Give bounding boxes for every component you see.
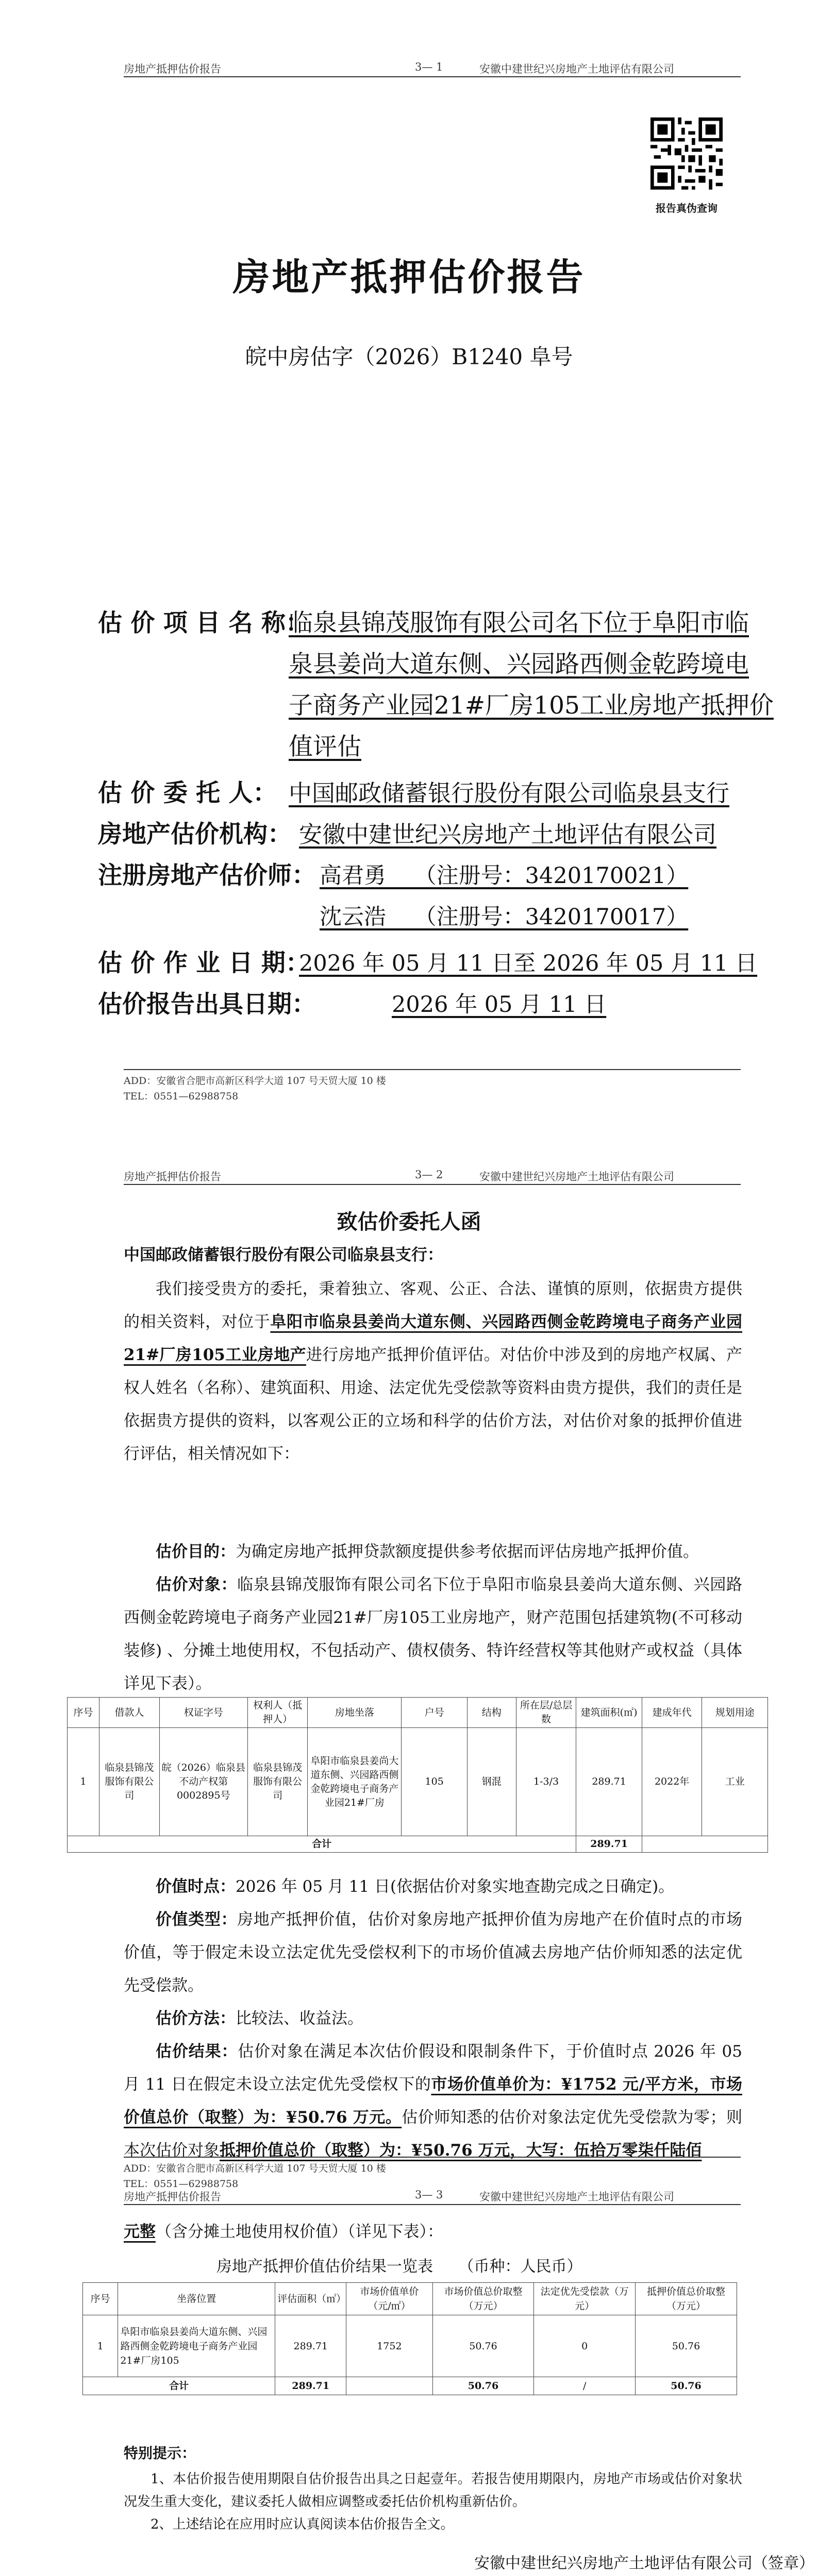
footer-address: ADD：安徽省合肥市高新区科学大道 107 号天贸大厦 10 楼	[124, 2163, 386, 2174]
appraiser-row	[98, 855, 316, 896]
table-row: 1 临泉县锦茂服饰有限公司 皖（2026）临泉县不动产权第0002895号 临泉县锦茂服饰有限公司 阜阳市临泉县姜尚大道东侧、兴园路西侧金乾跨境电子商务产业园21#厂房 105 钢混 1-3/3 289.71 2022年 工业	[68, 1728, 768, 1836]
issue-date-row	[98, 984, 316, 1025]
issue-date-label: 估价报告出具日期：	[98, 990, 316, 1019]
notes-title: 特别提示：	[124, 2445, 196, 2462]
project-name-row	[98, 603, 310, 644]
client-value: 中国邮政储蓄银行股份有限公司临泉县支行	[289, 779, 730, 807]
page-footer	[124, 1069, 741, 1104]
table-header-row: 序号 借款人 权证字号 权利人（抵押人） 房地坐落 户号 结构 所在层/总层数 建筑面积(㎡) 建成年代 规划用途	[68, 1698, 768, 1728]
client-label: 估 价 委 托 人：	[98, 779, 277, 807]
report-number: 皖中房估字（2026）B1240 阜号	[245, 344, 573, 369]
agency-label: 房地产估价机构：	[98, 820, 292, 849]
footer-address: ADD：安徽省合肥市高新区科学大道 107 号天贸大厦 10 楼	[124, 1075, 386, 1087]
qr-caption: 报告真伪查询	[656, 202, 717, 214]
project-name-label: 估 价 项 目 名 称：	[98, 609, 310, 637]
currency-note: （币种：人民币）	[458, 2258, 582, 2276]
value-date-paragraph: 价值时点：2026 年 05 月 11 日(依据估价对象实地查勘完成之日确定)。	[156, 1877, 675, 1896]
purpose-paragraph: 估价目的：为确定房地产抵押贷款额度提供参考依据而评估房地产抵押价值。	[156, 1543, 699, 1561]
footer-tel: TEL：0551—62988758	[124, 2178, 239, 2190]
note-2: 2、上述结论在应用时应认真阅读本估价报告全文。	[151, 2517, 454, 2532]
work-date-value: 2026 年 05 月 11 日至 2026 年 05 月 11 日	[299, 951, 758, 976]
result-paragraph: 估价结果：估价对象在满足本次估价假设和限制条件下，于价值时点 2026 年 05 月 11 日在假定未设立法定优先受偿权下的市场价值单价为：¥1752 元/平方米，市场价值总价（取整）为：¥50.76 万元。估价师知悉的估价对象法定优先受偿款为零；则本次估价对象抵押价值总价（取整）为：¥50.76 万元，大写：伍拾万零柒仟陆佰	[124, 2042, 743, 2160]
header-page-number: 3— 2	[415, 1168, 443, 1181]
header-left: 房地产抵押估价报告	[124, 63, 221, 75]
table-total-row: 合计 289.71	[68, 1836, 768, 1853]
header-page-number: 3— 1	[415, 61, 443, 73]
header-left: 房地产抵押估价报告	[124, 2191, 221, 2203]
addressee: 中国邮政储蓄银行股份有限公司临泉县支行：	[124, 1246, 443, 1264]
intro-paragraph: 我们接受贵方的委托，秉着独立、客观、公正、合法、谨慎的原则，依据贵方提供的相关资料，对位于阜阳市临泉县姜尚大道东侧、兴园路西侧金乾跨境电子商务产业园21#厂房105工业房地产进行房地产抵押价值评估。对估价中涉及到的房地产权属、产权人姓名（名称）、建筑面积、用途、法定优先受偿款等资料由贵方提供，我们的责任是依据贵方提供的资料，以客观公正的立场和科学的估价方法，对估价对象的抵押价值进行评估，相关情况如下：	[124, 1280, 743, 1463]
table-total-row: 合计 289.71 50.76 / 50.76	[83, 2377, 737, 2395]
table-header-row: 序号 坐落位置 评估面积（㎡） 市场价值单价（元/㎡） 市场价值总价取整（万元） 法定优先受偿款（万元） 抵押价值总价取整（万元）	[83, 2283, 737, 2315]
footer-tel: TEL：0551—62988758	[124, 1091, 239, 1102]
method-paragraph: 估价方法：比较法、收益法。	[156, 2009, 363, 2028]
appraiser-label: 注册房地产估价师：	[98, 861, 316, 890]
work-date-label: 估 价 作 业 日 期：	[98, 949, 310, 977]
issue-date-value: 2026 年 05 月 11 日	[392, 992, 607, 1018]
company-signature: 安徽中建世纪兴房地产土地评估有限公司（签章）	[474, 2554, 814, 2572]
table-row: 1 阜阳市临泉县姜尚大道东侧、兴园路西侧金乾跨境电子商务产业园21#厂房105 289.71 1752 50.76 0 50.76	[83, 2315, 737, 2377]
agency-value: 安徽中建世纪兴房地产土地评估有限公司	[299, 821, 717, 848]
value-type-paragraph: 价值类型：房地产抵押价值，估价对象房地产抵押价值为房地产在价值时点的市场价值，等于假定未设立法定优先受偿权利下的市场价值减去房地产估价师知悉的法定优先受偿款。	[124, 1910, 743, 1995]
appraiser-1: 高君勇 （注册号：3420170021）	[320, 863, 689, 889]
qr-code-icon[interactable]	[650, 117, 723, 190]
page-header	[124, 1165, 741, 1185]
project-name-value: 临泉县锦茂服饰有限公司名下位于阜阳市临 泉县姜尚大道东侧、兴园路西侧金乾跨境电 子商务产业园21#厂房105工业房地产抵押价 值评估	[289, 609, 774, 761]
report-title: 房地产抵押估价报告	[232, 255, 586, 299]
header-page-number: 3— 3	[415, 2189, 443, 2201]
letter-title: 致估价委托人函	[337, 1210, 481, 1234]
agency-row	[98, 814, 292, 855]
page-header	[124, 2185, 741, 2205]
page-header	[124, 58, 741, 77]
header-left: 房地产抵押估价报告	[124, 1171, 221, 1183]
results-table-title: 房地产抵押价值估价结果一览表 （币种：人民币）	[216, 2258, 582, 2276]
result-continuation: 元整（含分摊土地使用权价值）（详见下表）：	[124, 2223, 443, 2241]
work-date-row	[98, 943, 310, 984]
header-company: 安徽中建世纪兴房地产土地评估有限公司	[479, 2191, 674, 2203]
property-table	[67, 1697, 768, 1853]
header-company: 安徽中建世纪兴房地产土地评估有限公司	[479, 1171, 674, 1183]
client-row	[98, 773, 277, 814]
cover-page	[0, 0, 818, 1102]
header-company: 安徽中建世纪兴房地产土地评估有限公司	[479, 63, 674, 75]
results-table	[82, 2282, 737, 2395]
appraiser-2: 沈云浩 （注册号：3420170017）	[320, 904, 689, 930]
note-1: 1、本估价报告使用期限自估价报告出具之日起壹年。若报告使用期限内，房地产市场或估价对象状况发生重大变化，建议委托人做相应调整或委托估价机构重新估价。	[124, 2471, 742, 2510]
object-paragraph: 估价对象：临泉县锦茂服饰有限公司名下位于阜阳市临泉县姜尚大道东侧、兴园路西侧金乾跨境电子商务产业园21#厂房105工业房地产，财产范围包括建筑物(不可移动装修) 、分摊土地使用权，不包括动产、债权债务、特许经营权等其他财产或权益（具体详见下表）。	[124, 1575, 743, 1693]
